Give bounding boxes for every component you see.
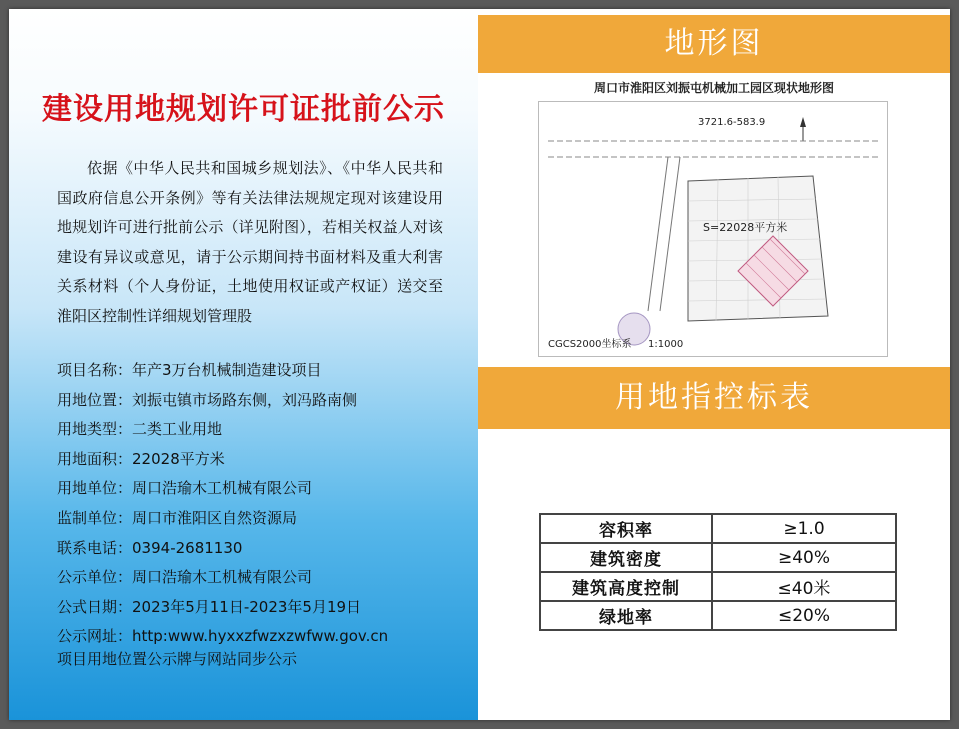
field-land-area: [57, 445, 467, 475]
index-value: ≤20%: [712, 601, 896, 630]
map-title: 周口市淮阳区刘振屯机械加工园区现状地形图: [593, 81, 834, 95]
table-row: [540, 601, 896, 630]
right-panel: [478, 9, 950, 720]
table-row: [540, 543, 896, 572]
index-value: ≤40米: [712, 572, 896, 601]
field-project-name: [57, 356, 467, 386]
map-crs-label: CGCS2000坐标系: [548, 339, 632, 350]
notice-title: 建设用地规划许可证批前公示: [42, 92, 445, 127]
field-value: 二类工业用地: [132, 420, 223, 439]
intro-paragraph: 依据《中华人民共和国城乡规划法》、《中华人民共和国政府信息公开条例》等有关法律法规规定现对该建设用地规划许可进行批前公示（详见附图），若相关权益人对该建设有异议或意见，请于公示期间持书面材料及重大利害关系材料（个人身份证，土地使用权证或产权证）送交至淮阳区控制性详细规划管理股: [57, 159, 443, 325]
field-value: 年产3万台机械制造建设项目: [132, 361, 322, 379]
field-label: 用地类型：: [57, 420, 133, 439]
field-land-type: [57, 415, 467, 445]
field-value: 0394-2681130: [132, 538, 243, 557]
field-value: 刘振屯镇市场路东侧，刘冯路南侧: [132, 390, 358, 409]
index-key: 绿地率: [540, 601, 712, 630]
field-value: 周口浩瑜木工机械有限公司: [132, 568, 313, 587]
field-label: 项目名称：: [57, 361, 133, 379]
field-dates: [57, 593, 467, 623]
field-location: [57, 386, 467, 416]
land-index-heading: 用地指控标表: [478, 367, 950, 429]
field-value: 周口市淮阳区自然资源局: [132, 508, 298, 527]
field-label: 公示网址：: [57, 627, 133, 646]
poster-sheet: [9, 9, 950, 720]
field-value: http:www.hyxxzfwzxzwfww.gov.cn: [132, 627, 389, 646]
field-phone: [57, 534, 467, 564]
site-area-label: S=22028平方米: [703, 221, 788, 234]
table-row: [540, 514, 896, 543]
index-key: 建筑高度控制: [540, 572, 712, 601]
terrain-map-drawing: [538, 101, 888, 357]
field-value: 周口浩瑜木工机械有限公司: [132, 479, 313, 498]
index-value: ≥1.0: [712, 514, 896, 543]
index-value: ≥40%: [712, 543, 896, 572]
land-index-table: [539, 513, 897, 631]
map-scale-label: 1:1000: [648, 339, 684, 350]
field-label: 公示单位：: [57, 568, 133, 587]
field-label: 用地单位：: [57, 479, 133, 498]
field-label: 用地面积：: [57, 449, 133, 468]
sync-note: 项目用地位置公示牌与网站同步公示: [57, 650, 298, 668]
site-parcel: [688, 176, 828, 321]
field-publisher: [57, 563, 467, 593]
map-coord-label: 3721.6-583.9: [698, 117, 766, 128]
field-label: 用地位置：: [57, 390, 133, 409]
field-value: 22028平方米: [132, 449, 225, 468]
terrain-map: [538, 101, 888, 357]
field-value: 2023年5月11日-2023年5月19日: [132, 597, 362, 616]
field-label: 联系电话：: [57, 538, 133, 557]
field-label: 监制单位：: [57, 508, 133, 527]
field-land-unit: [57, 474, 467, 504]
left-panel: [9, 9, 478, 720]
index-key: 建筑密度: [540, 543, 712, 572]
table-row: [540, 572, 896, 601]
terrain-map-heading: 地形图: [478, 15, 950, 73]
field-label: 公式日期：: [57, 597, 133, 616]
project-fields: [57, 356, 467, 652]
index-key: 容积率: [540, 514, 712, 543]
field-supervisor: [57, 504, 467, 534]
